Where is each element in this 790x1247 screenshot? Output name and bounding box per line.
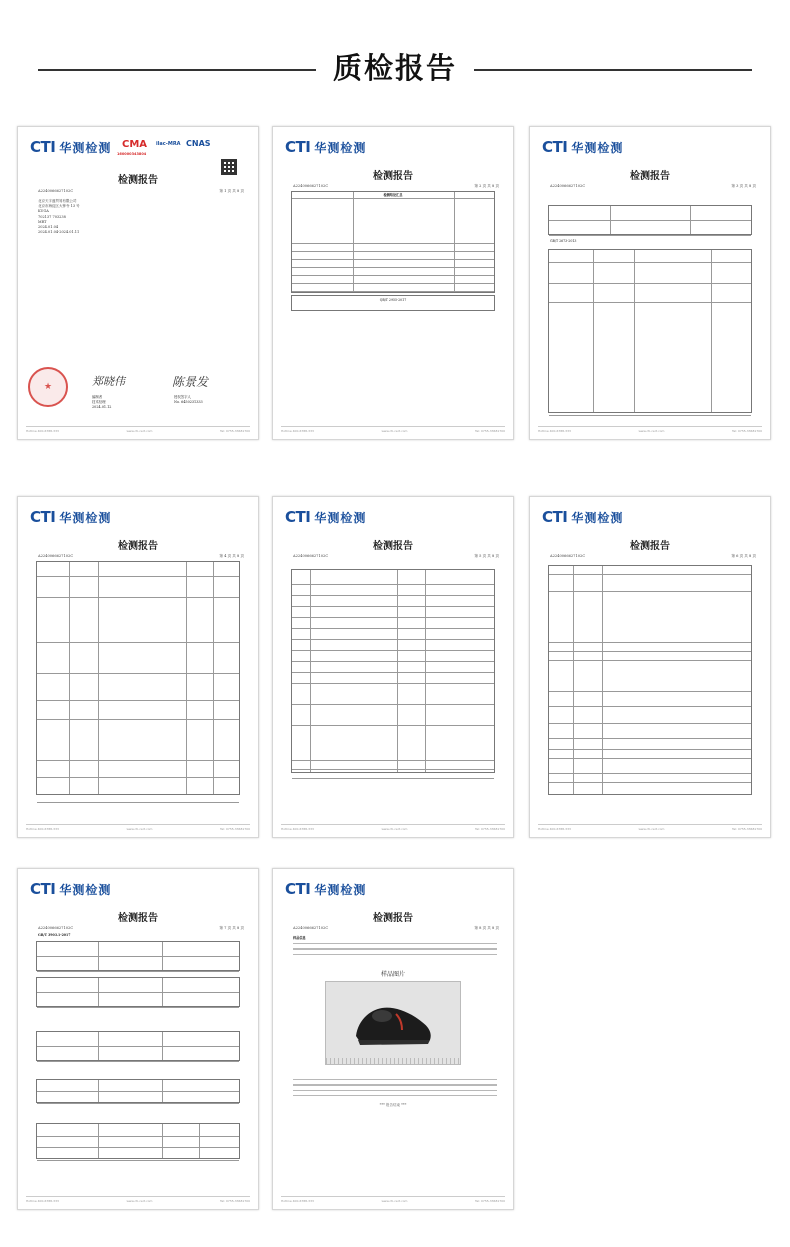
brand: KUGA — [38, 209, 49, 214]
report-meta: A2240066627102C 第 2 页 共 8 页 — [293, 184, 499, 188]
sample-image-caption: 样品图片 — [380, 971, 405, 978]
report-page-2 — [272, 126, 514, 440]
signer-labels-left: 编制者 技术经理 2024.01.12 — [92, 395, 112, 409]
standard-note: GB/T 2673-2013 — [550, 239, 577, 243]
report-page-8 — [272, 868, 514, 1210]
remarks — [293, 1079, 497, 1101]
report-title: 检测报告 — [630, 171, 670, 182]
result-table-1 — [548, 205, 752, 235]
page-footer: Hotline 400-6788-333 www.cti-cert.com Tel: 0755-33681700 — [26, 1196, 250, 1203]
page-footer: Hotline 400-6788-333 www.cti-cert.com Tel: 0755-33681700 — [281, 426, 505, 433]
conclusion-table: 检测结论汇总 — [291, 191, 495, 293]
flex-table-5 — [36, 1123, 240, 1159]
header-title: 质检报告 — [332, 51, 457, 85]
report-meta: A2240066627102C 第 3 页 共 8 页 — [550, 184, 756, 188]
sample-photo — [325, 981, 461, 1065]
client-address: 北京市海淀区大钟寺 13 号 — [38, 204, 80, 209]
receive-date: 2024.01.04 — [38, 225, 59, 230]
cti-logo: CTI 华测检测 — [30, 880, 112, 898]
page-footer: Hotline 400-6788-333 www.cti-cert.com Tel: 0755-33681700 — [538, 824, 762, 831]
page-footer: Hotline 400-6788-333 www.cti-cert.com Tel: 0755-33681700 — [281, 1196, 505, 1203]
sensory-table — [291, 569, 495, 773]
signature-2: 陈景发 — [172, 375, 209, 389]
report-page-4 — [17, 496, 259, 838]
appearance-table — [548, 565, 752, 795]
header-rule-right — [474, 69, 752, 71]
report-title: 检测报告 — [630, 541, 670, 552]
report-page-3 — [529, 126, 771, 440]
cma-mark: CMA — [122, 139, 148, 150]
report-page-1 — [17, 126, 259, 440]
section-label: GB/T 3903.1-2017 — [38, 933, 71, 937]
cti-logo: CTI 华测检测 — [542, 508, 624, 526]
report-title: 检测报告 — [118, 541, 158, 552]
content-table — [36, 561, 240, 795]
report-page-5 — [272, 496, 514, 838]
cti-logo: CTI 华测检测 — [285, 508, 367, 526]
company-seal: ★ — [28, 367, 68, 407]
report-title: 检测报告 — [373, 171, 413, 182]
header-rule-left — [38, 69, 316, 71]
report-title: 检测报告 — [118, 175, 158, 186]
cti-logo: CTI 华测检测 — [30, 138, 112, 156]
sample-info-label: 样品信息 — [293, 936, 306, 940]
flex-table-3 — [36, 1031, 240, 1061]
sample-list — [293, 943, 497, 959]
sample-info — [38, 199, 242, 235]
client-name: 北京天宇盛贸易有限公司 — [38, 199, 77, 203]
cti-logo: CTI 华测检测 — [542, 138, 624, 156]
result-table-2 — [548, 249, 752, 413]
grade: MRT — [38, 219, 47, 224]
report-title: 检测报告 — [373, 913, 413, 924]
page-footer: Hotline 400-6788-333 www.cti-cert.com Tel: 0755-33681700 — [538, 426, 762, 433]
cnas-mark: CNAS — [186, 139, 211, 148]
report-meta: A2240066627102C 第 6 页 共 8 页 — [550, 554, 756, 558]
page-footer: Hotline 400-6788-333 www.cti-cert.com Tel: 0755-33681700 — [26, 426, 250, 433]
test-period: 2024.01.04-2024.01.11 — [38, 230, 80, 235]
cti-logo: CTI 华测检测 — [285, 138, 367, 156]
report-page-7 — [17, 868, 259, 1210]
report-meta: A2240066627102C 第 8 页 共 8 页 — [293, 926, 499, 930]
standard-table: QB/T 2955-2017 — [291, 295, 495, 311]
report-title: 检测报告 — [118, 913, 158, 924]
signer-labels-right: 授权签字人 No. 6450231333 — [174, 395, 203, 404]
style-no: 702137 703238 — [38, 214, 66, 219]
flex-table-2 — [36, 977, 240, 1007]
flex-table-1 — [36, 941, 240, 971]
report-meta: A2240066627102C 第 1 页 共 8 页 — [38, 189, 244, 193]
cti-logo: CTI 华测检测 — [30, 508, 112, 526]
cma-number: 160000343804 — [117, 152, 147, 156]
page-footer: Hotline 400-6788-333 www.cti-cert.com Tel: 0755-33681700 — [281, 824, 505, 831]
ilac-mark: ilac-MRA — [156, 141, 181, 147]
report-meta: A2240066627102C 第 5 页 共 8 页 — [293, 554, 499, 558]
cti-logo: CTI 华测检测 — [285, 880, 367, 898]
flex-table-4 — [36, 1079, 240, 1103]
report-meta: A2240066627102C 第 7 页 共 8 页 — [38, 926, 244, 930]
signature-1: 郑晓伟 — [92, 375, 125, 388]
page-footer: Hotline 400-6788-333 www.cti-cert.com Tel: 0755-33681700 — [26, 824, 250, 831]
report-end: *** 报告结束 *** — [379, 1103, 407, 1107]
report-meta: A2240066627102C 第 4 页 共 8 页 — [38, 554, 244, 558]
ruler — [326, 1058, 460, 1064]
header — [0, 0, 790, 118]
report-page-6 — [529, 496, 771, 838]
shoe-image — [352, 1000, 434, 1046]
report-title: 检测报告 — [373, 541, 413, 552]
